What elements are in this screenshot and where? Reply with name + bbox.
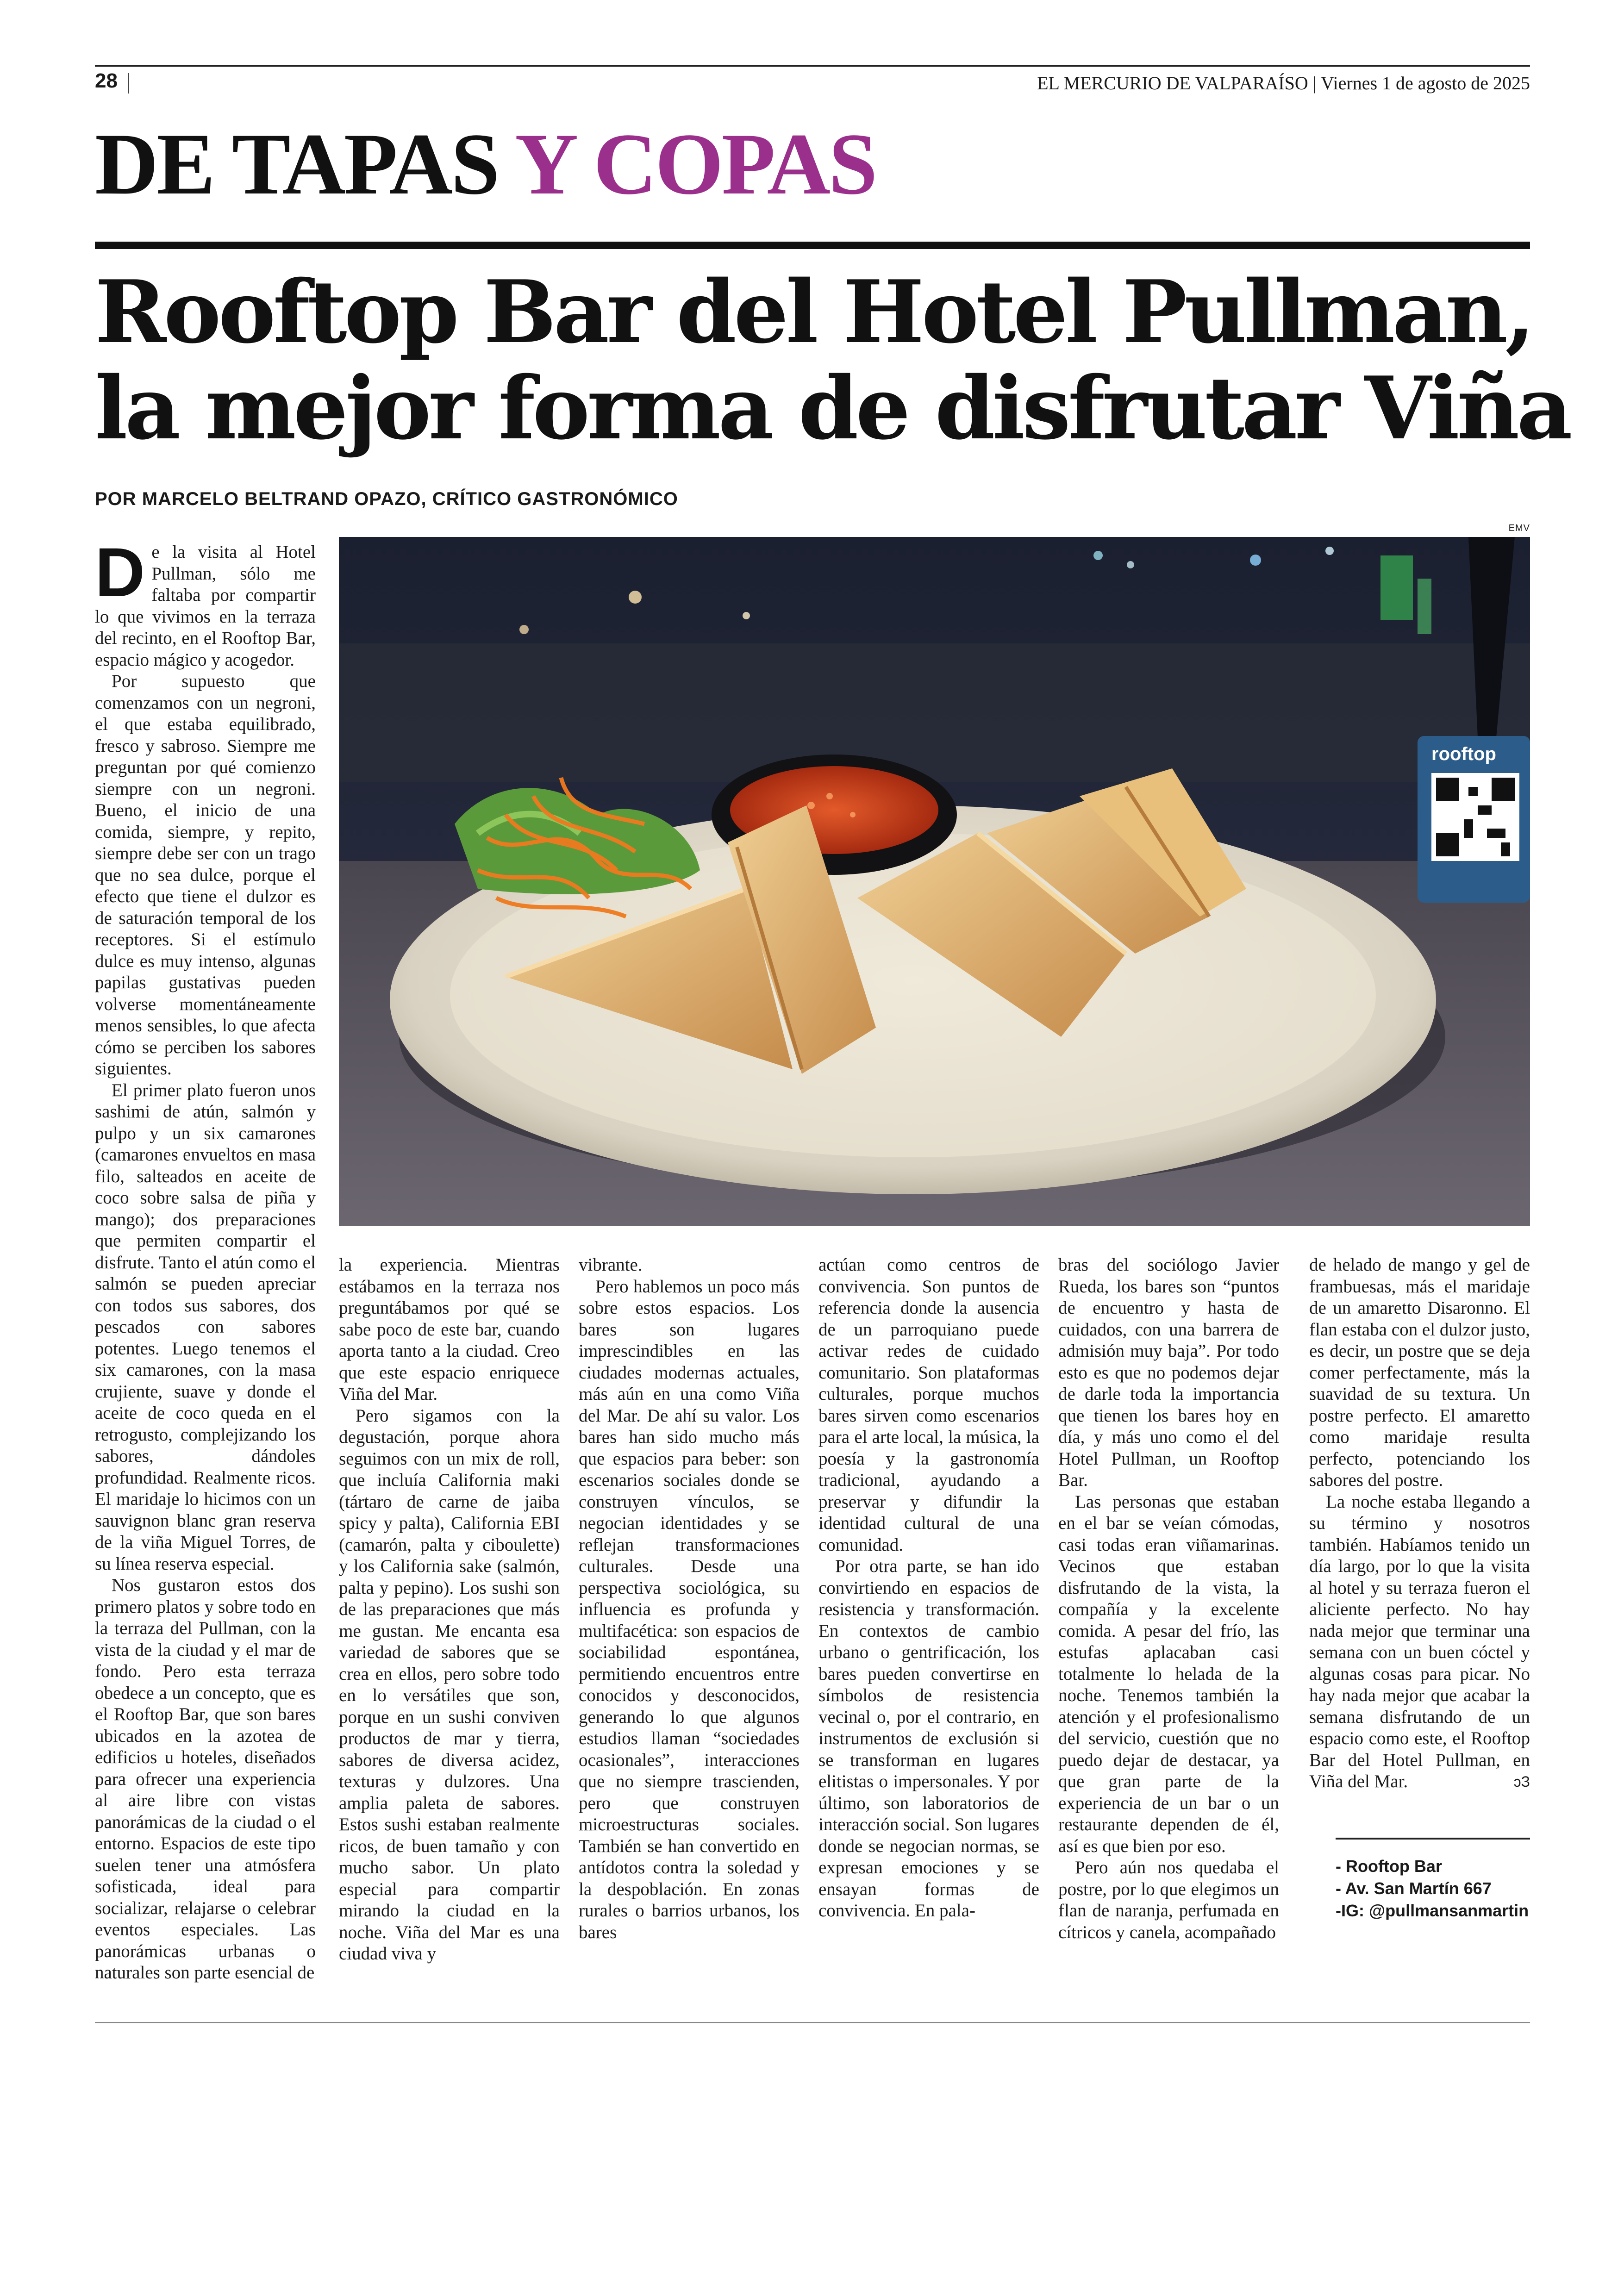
article-column-4 <box>818 1254 1039 1922</box>
article-paragraph: Nos gustaron estos dos primero platos y sobre todo en la terraza del Pullman, con la vista de la ciudad y el mar de fondo. Pero esta terraza obedece a un concepto, que es el Rooftop Bar, que son bares ubicados en la azotea de edificios u hoteles, diseñados para ofrecer una experiencia al aire libre con vistas panorámicas de la ciudad o el entorno. Espacios de este tipo suelen tener una atmósfera sofisticada, ideal para socializar, relajarse o celebrar eventos especiales. Las panorámicas urbanas o naturales son parte esencial de <box>95 1575 316 1983</box>
venue-instagram: -IG: @pullmansanmartin <box>1336 1901 1529 1920</box>
article-column-6 <box>1309 1254 1530 1793</box>
section-title-part1: DE TAPAS <box>95 116 498 213</box>
article-column-3 <box>579 1254 800 1943</box>
venue-name: - Rooftop Bar <box>1336 1857 1442 1876</box>
sign-label: rooftop <box>1431 744 1496 764</box>
article-paragraph: La noche estaba llegando a su término y nosotros también. Habíamos tenido un día largo, por lo que la visita al hotel y su terraza fueron el aliciente perfecto. No hay nada mejor que terminar una semana con un buen cóctel y algunas cosas para picar. No hay nada mejor que acabar la semana disfrutando de un espacio como este, el Rooftop Bar del Hotel Pullman, en Viña del Mar. ↄЗ <box>1309 1491 1530 1793</box>
article-paragraph: Por otra parte, se han ido convirtiendo en espacios de resistencia y transformación. En contextos de cambio urbano o gentrificación, los bares pueden convertirse en símbolos de resistencia vecinal o, por el contrario, en instrumentos de exclusión si se transforman en lugares elitistas o impersonales. Y por último, son laboratorios de interacción social. Son lugares donde se negocian normas, se expresan emociones y se ensayan formas de convivencia. En pala- <box>818 1556 1039 1921</box>
section-title-part2: Y COPAS <box>515 116 876 213</box>
article-paragraph: bras del sociólogo Javier Rueda, los bares son “puntos de encuentro y hasta de cuidados, con una barrera de admisión muy baja”. Por todo esto es que no podemos dejar de darle toda la importancia que tienen los bares hoy en día, y más uno como el del Hotel Pullman, un Rooftop Bar. <box>1058 1255 1279 1490</box>
headline-line-2: la mejor forma de disfrutar Viña <box>95 357 1570 459</box>
running-head: EL MERCURIO DE VALPARAÍSO | Viernes 1 de agosto de 2025 <box>1037 73 1530 94</box>
article-column-1 <box>95 533 316 1984</box>
top-rule <box>95 65 1530 67</box>
end-mark-icon: ↄЗ <box>1513 1773 1530 1790</box>
venue-info-box <box>1336 1838 1530 1922</box>
article-paragraph: vibrante. <box>579 1255 643 1275</box>
section-title <box>95 116 876 213</box>
venue-address: - Av. San Martín 667 <box>1336 1879 1492 1898</box>
article-paragraph: de helado de mango y gel de frambuesas, más el maridaje de un amaretto Disaronno. El flan estaba con el dulzor justo, es decir, un postre que se deja comer perfectamente, más la suavidad de su textura. Un postre perfecto. El amaretto como maridaje resulta perfecto, potenciando los sabores del postre. <box>1309 1255 1530 1490</box>
article-paragraph: Las personas que estaban en el bar se veían cómodas, casi todas eran viñamarinas. Vecinos que estaban disfrutando de la vista, la compañía y la excelente comida. A pesar del frío, las estufas aplacaban casi totalmente lo helada de la noche. Tenemos también la atención y el profesionalismo del servicio, cuestión que no puedo dejar de destacar, ya que gran parte de la experiencia de un bar o un restaurante dependen de él, así es que bien por eso. <box>1058 1491 1279 1856</box>
article-paragraph: El primer plato fueron unos sashimi de atún, salmón y pulpo y un six camarones (camarones envueltos en masa filo, salteados en aceite de coco sobre salsa de piña y mango); dos preparaciones que permiten compartir el disfrute. Tanto el atún como el salmón se pueden apreciar con todos sus sabores, dos pescados con sabores potentes. Luego tenemos el six camarones, con la masa crujiente, suave y donde el aceite de coco queda en el retrogusto, complejizando los sabores, dándoles profundidad. Realmente ricos. El maridaje lo hicimos con un sauvignon blanc gran reserva de la viña Miguel Torres, de su línea reserva especial. <box>95 1080 316 1574</box>
food-plate-illustration <box>339 537 1530 1226</box>
article-paragraph: la experiencia. Mientras estábamos en la terraza nos preguntábamos por qué se sabe poco de este bar, cuando aporta tanto a la ciudad. Creo que este espacio enriquece Viña del Mar. <box>339 1255 560 1404</box>
article-paragraph: Pero aún nos quedaba el postre, por lo que elegimos un flan de naranja, perfumada en cítricos y canela, acompañado <box>1058 1858 1279 1942</box>
article-photo <box>339 537 1530 1226</box>
article-paragraph: actúan como centros de convivencia. Son puntos de referencia donde la ausencia de un parroquiano puede activar redes de cuidado comunitario. Son plataformas culturales, porque muchos bares sirven como escenarios para el arte local, la música, la poesía y la gastronomía tradicional, ayudando a preservar y difundir la identidad cultural de una comunidad. <box>818 1255 1039 1555</box>
section-rule <box>95 242 1530 249</box>
page-number-divider <box>128 73 129 94</box>
drop-cap: D <box>95 533 145 611</box>
article-paragraph: De la visita al Hotel Pullman, sólo me faltaba por compartir lo que vivimos en la terraza del recinto, en el Rooftop Bar, espacio mágico y acogedor. <box>95 533 316 670</box>
article-paragraph: Pero hablemos un poco más sobre estos espacios. Los bares son lugares imprescindibles en las ciudades modernas actuales, más aún en una como Viña del Mar. De ahí su valor. Los bares han sido mucho más que espacios para beber: son escenarios sociales donde se construyen vínculos, se negocian identidades y se reflejan transformaciones culturales. Desde una perspectiva sociológica, su influencia es profunda y multifacética: son espacios de sociabilidad espontánea, permitiendo encuentros entre conocidos y desconocidos, generando lo que algunos estudios llaman “sociedades ocasionales”, interacciones que no siempre trascienden, pero que construyen microestructuras sociales. También se han convertido en antídotos contra la soledad y la despoblación. En zonas rurales o barrios urbanos, los bares <box>579 1276 800 1942</box>
article-paragraph: Por supuesto que comenzamos con un negroni, el que estaba equilibrado, fresco y sabroso. Siempre me preguntan por qué comienzo siempre con un negroni. Bueno, el inicio de una comida, siempre, y repito, siempre debe ser con un trago que no sea dulce, porque el efecto que tiene el dulzor es de saturación temporal de los receptores. Si el estímulo dulce es muy intenso, algunas papilas gustativas pueden volverse momentáneamente menos sensibles, lo que afecta cómo se perciben los sabores siguientes. <box>95 671 316 1079</box>
page-number: 28 <box>95 69 118 92</box>
bottom-rule <box>95 2022 1530 2023</box>
photo-credit: EMV <box>1508 523 1530 533</box>
article-column-5 <box>1058 1254 1279 1943</box>
headline <box>95 261 1570 459</box>
byline: POR MARCELO BELTRAND OPAZO, CRÍTICO GASTRONÓMICO <box>95 489 678 509</box>
headline-line-1: Rooftop Bar del Hotel Pullman, <box>95 261 1532 362</box>
article-paragraph: Pero sigamos con la degustación, porque ahora seguimos con un mix de roll, que incluía California maki (tártaro de carne de jaiba spicy y palta), California EBI (camarón, palta y ciboulette) y los California sake (salmón, palta y pepino). Los sushi son de las preparaciones que más me gustan. Me encanta esa variedad de sabores que se crea en ellos, pero sobre todo en lo versátiles que son, porque en un sushi conviven productos de mar y tierra, sabores de diversa acidez, texturas y dulzores. Una amplia paleta de sabores. Estos sushi estaban realmente ricos, de buen tamaño y con mucho sabor. Un plato especial para compartir mirando la ciudad en la noche. Viña del Mar es una ciudad viva y <box>339 1405 560 1964</box>
article-column-2 <box>339 1254 560 1965</box>
